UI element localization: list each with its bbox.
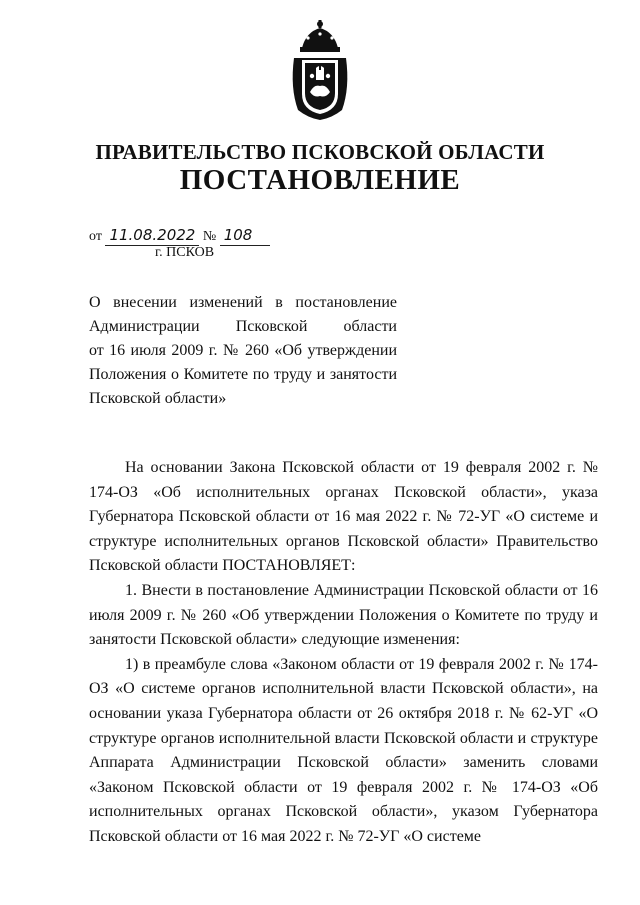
city-label: г. ПСКОВ bbox=[155, 245, 215, 260]
body-paragraph: На основании Закона Псковской области от 19 февраля 2002 г. № 174-ОЗ «Об исполнительных органах Псковской области», указа Губернатора Псковской области от 16 мая 2022 г. № 72-УГ «О системе и структуре исполнительных органов Псковской области» Правительство Псковской области ПОСТАНОВЛЯЕТ: bbox=[89, 459, 598, 575]
subject-line: Псковской области» bbox=[89, 390, 227, 407]
subject-line: от 16 июля 2009 г. № 260 «Об утверждении bbox=[89, 342, 397, 359]
number-value: 108 bbox=[223, 226, 253, 244]
decree-body bbox=[89, 456, 598, 850]
document-type-title: ПОСТАНОВЛЕНИЕ bbox=[179, 164, 461, 196]
date-value: 11.08.2022 bbox=[109, 226, 196, 244]
subject-line: Администрации Псковской области bbox=[89, 318, 397, 335]
number-label: № bbox=[202, 229, 217, 244]
subject-line: Положения о Комитете по труду и занятости bbox=[89, 366, 397, 383]
date-field bbox=[105, 226, 199, 246]
government-title: ПРАВИТЕЛЬСТВО ПСКОВСКОЙ ОБЛАСТИ bbox=[95, 140, 545, 164]
decree-date-number bbox=[89, 226, 270, 246]
number-field bbox=[220, 226, 271, 246]
body-paragraph: 1) в преамбуле слова «Законом области от 19 февраля 2002 г. № 174-ОЗ «О системе органов исполнительной власти Псковской области», на основании указа Губернатора области от 26 октября 2018 г. № 62-УГ «О структуре органов исполнительной власти Псковской области и структуре Аппарата Администрации Псковской области» заменить словами «Законом Псковской области от 19 февраля 2002 г. № 174-ОЗ «Об исполнительных органах Псковской области», указом Губернатора Псковской области от 16 мая 2022 г. № 72-УГ «О системе bbox=[89, 655, 598, 845]
pskov-coat-of-arms-icon bbox=[288, 18, 352, 122]
from-label: от bbox=[89, 229, 102, 244]
decree-subject bbox=[89, 291, 397, 411]
subject-line: О внесении изменений в постановление bbox=[89, 294, 397, 311]
body-paragraph: 1. Внести в постановление Администрации Псковской области от 16 июля 2009 г. № 260 «Об утверждении Положения о Комитете по труду и занятости Псковской области» следующие изменения: bbox=[89, 581, 598, 649]
